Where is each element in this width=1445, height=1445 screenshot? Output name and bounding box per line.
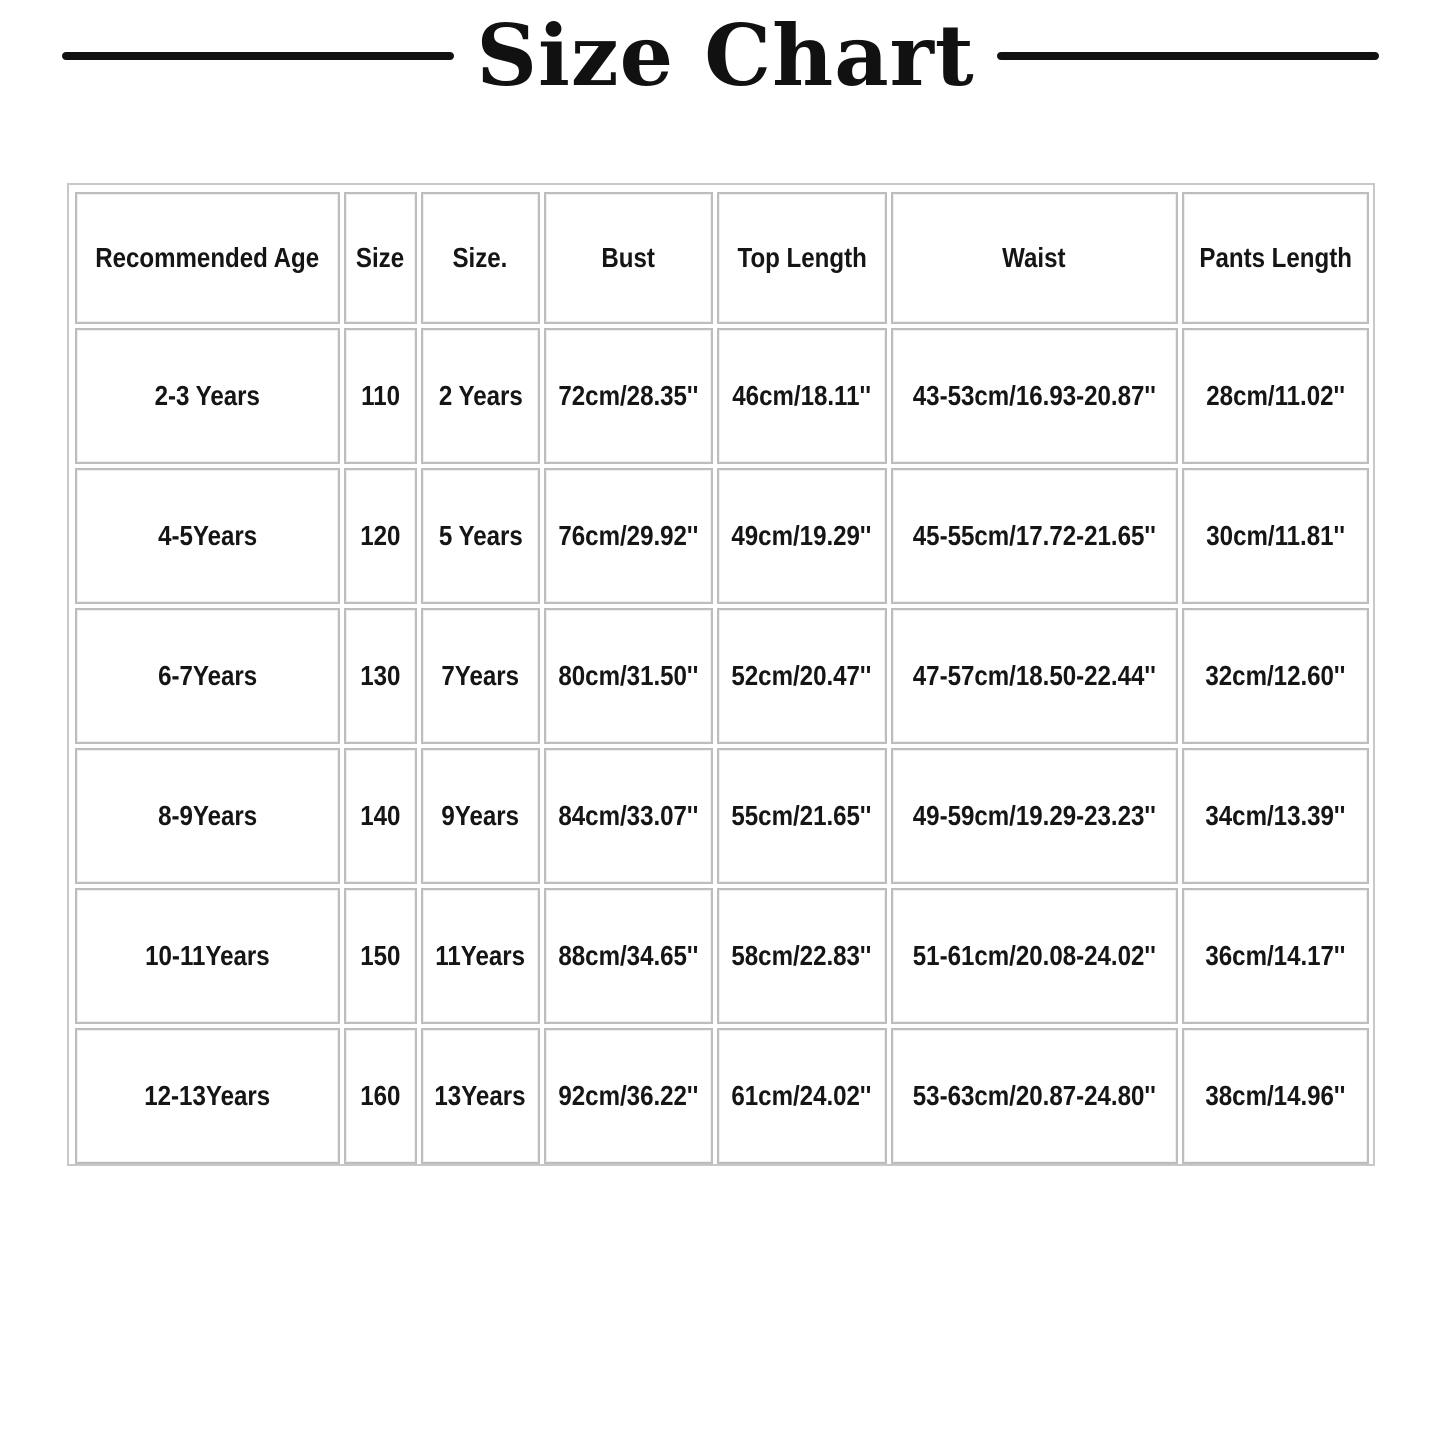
- table-cell: 47-57cm/18.50-22.44'': [891, 608, 1178, 744]
- table-cell: 11Years: [421, 888, 541, 1024]
- table-cell: 28cm/11.02'': [1182, 328, 1370, 464]
- header-cell-pants-length: Pants Length: [1182, 192, 1370, 324]
- table-cell: 6-7Years: [75, 608, 340, 744]
- table-cell: 92cm/36.22'': [544, 1028, 713, 1164]
- table-cell: 7Years: [421, 608, 541, 744]
- table-cell: 150: [344, 888, 417, 1024]
- table-row: [75, 608, 1369, 744]
- table-cell: 10-11Years: [75, 888, 340, 1024]
- table-cell: 30cm/11.81'': [1182, 468, 1370, 604]
- header-cell-waist: Waist: [891, 192, 1178, 324]
- table-cell: 120: [344, 468, 417, 604]
- table-cell: 53-63cm/20.87-24.80'': [891, 1028, 1178, 1164]
- table-cell: 55cm/21.65'': [717, 748, 887, 884]
- table-cell: 61cm/24.02'': [717, 1028, 887, 1164]
- table-cell: 8-9Years: [75, 748, 340, 884]
- table-cell: 9Years: [421, 748, 541, 884]
- table-cell: 38cm/14.96'': [1182, 1028, 1370, 1164]
- table-cell: 36cm/14.17'': [1182, 888, 1370, 1024]
- table-cell: 80cm/31.50'': [544, 608, 713, 744]
- header-row: [75, 192, 1369, 324]
- size-table: [71, 188, 1373, 1168]
- table-cell: 43-53cm/16.93-20.87'': [891, 328, 1178, 464]
- table-row: [75, 888, 1369, 1024]
- table-cell: 88cm/34.65'': [544, 888, 713, 1024]
- table-cell: 46cm/18.11'': [717, 328, 887, 464]
- header-cell-size: Size: [344, 192, 417, 324]
- table-cell: 2-3 Years: [75, 328, 340, 464]
- table-row: [75, 1028, 1369, 1164]
- table-cell: 51-61cm/20.08-24.02'': [891, 888, 1178, 1024]
- title-divider-left: [62, 52, 454, 60]
- header-cell-top-length: Top Length: [717, 192, 887, 324]
- table-cell: 58cm/22.83'': [717, 888, 887, 1024]
- table-cell: 76cm/29.92'': [544, 468, 713, 604]
- table-cell: 140: [344, 748, 417, 884]
- table-cell: 49cm/19.29'': [717, 468, 887, 604]
- table-row: [75, 328, 1369, 464]
- table-cell: 49-59cm/19.29-23.23'': [891, 748, 1178, 884]
- table-cell: 34cm/13.39'': [1182, 748, 1370, 884]
- header-cell-size-alt: Size.: [421, 192, 541, 324]
- table-cell: 13Years: [421, 1028, 541, 1164]
- table-cell: 52cm/20.47'': [717, 608, 887, 744]
- table-cell: 5 Years: [421, 468, 541, 604]
- title-divider-right: [997, 52, 1379, 60]
- table-row: [75, 468, 1369, 604]
- table-cell: 4-5Years: [75, 468, 340, 604]
- table-cell: 2 Years: [421, 328, 541, 464]
- page-title: Size Chart: [476, 6, 975, 105]
- table-cell: 12-13Years: [75, 1028, 340, 1164]
- table-row: [75, 748, 1369, 884]
- table-cell: 45-55cm/17.72-21.65'': [891, 468, 1178, 604]
- table-cell: 32cm/12.60'': [1182, 608, 1370, 744]
- table-cell: 130: [344, 608, 417, 744]
- table-cell: 84cm/33.07'': [544, 748, 713, 884]
- size-table-frame: [67, 183, 1375, 1166]
- header-cell-bust: Bust: [544, 192, 713, 324]
- title-row: [0, 0, 1445, 120]
- table-cell: 72cm/28.35'': [544, 328, 713, 464]
- table-cell: 160: [344, 1028, 417, 1164]
- header-cell-recommended-age: Recommended Age: [75, 192, 340, 324]
- table-cell: 110: [344, 328, 417, 464]
